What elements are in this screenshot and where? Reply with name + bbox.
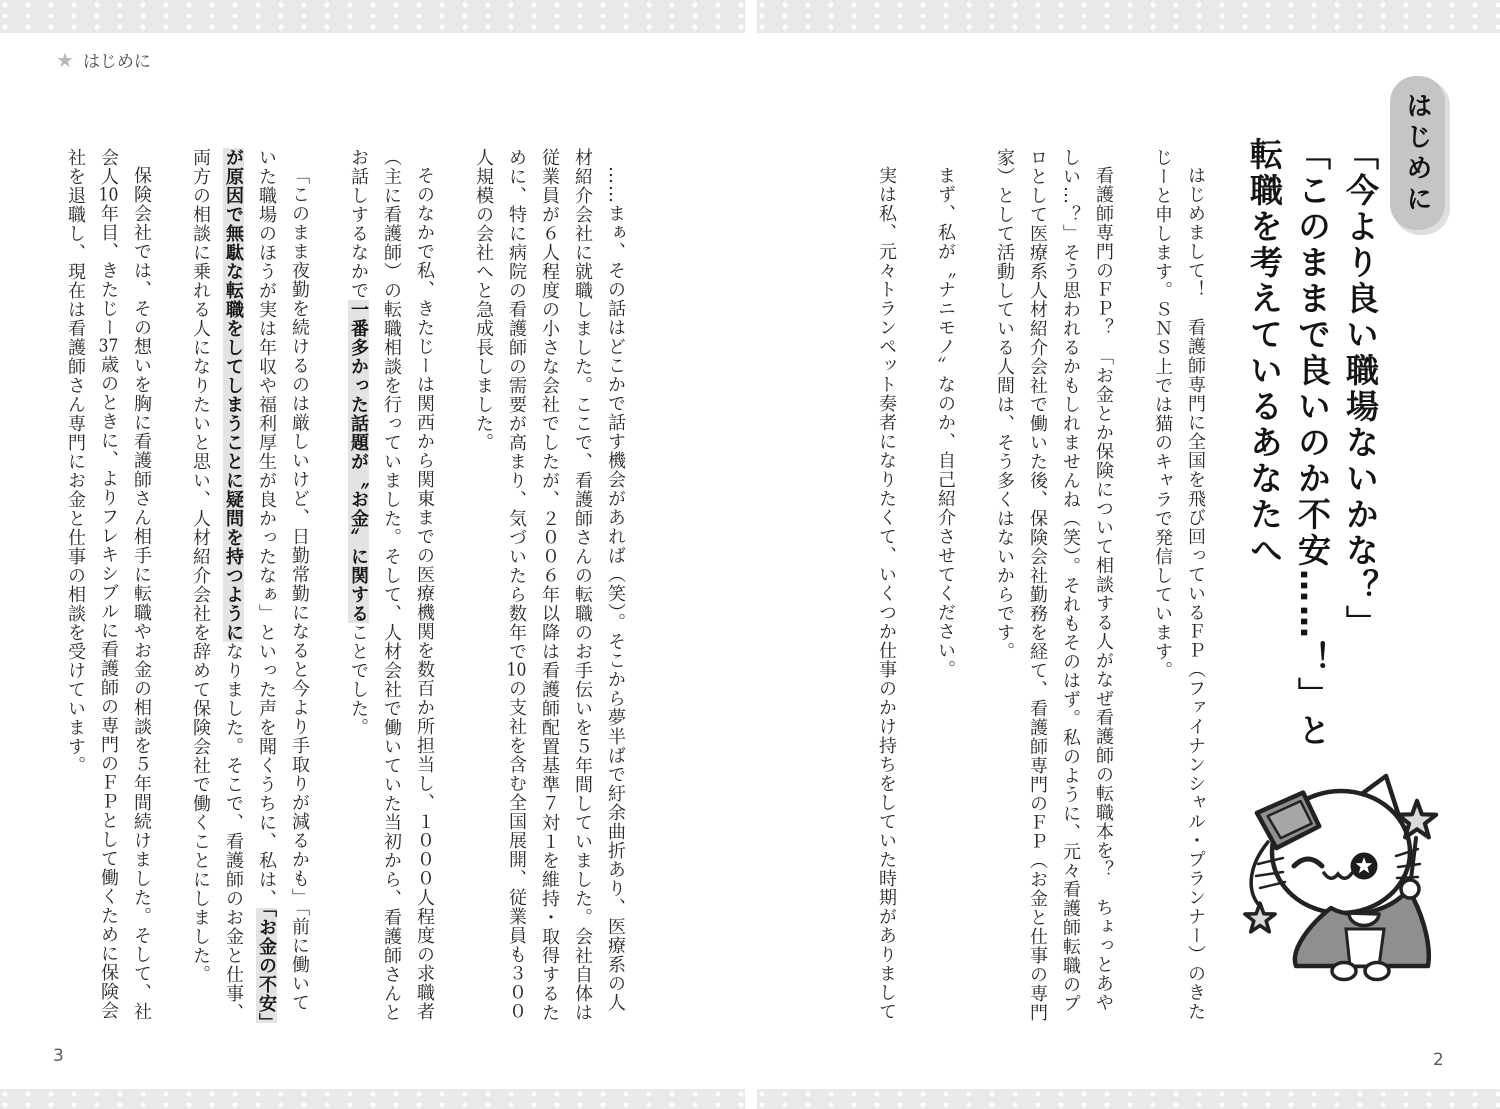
title-line: 「今より良い職場ないかな？」 xyxy=(1341,137,1380,641)
cat-belly xyxy=(1346,929,1384,966)
paragraph: はじめまして！ 看護師専門に全国を飛び回っているＦＰ（ファイナンシャル・プランナー）のきたじーと申します。ＳＮＳ上では猫のキャラで発信しています。 xyxy=(1152,148,1206,1021)
title-line: 「このままで良いのか不安……！」と xyxy=(1293,137,1332,749)
paragraph: 「このまま夜勤を続けるのは厳しいけど、日勤常勤になると今より手取りが減るかも」「前に働いていた職場のほうが実は年収や福利厚生が良かったなぁ」といった声を聞くうちに、私は、「お金の不安」が原因で無駄な転職をしてしまうことに疑問を持つようになりました。そこで、看護師のお金と仕事、両方の相談に乗れる人になりたいと思い、人材紹介会社を辞めて保険会社で働くことにしました。 xyxy=(190,148,310,1023)
cat-mascot-illustration xyxy=(1228,772,1443,992)
page-number-left: 3 xyxy=(53,1046,64,1066)
tassel-star-icon xyxy=(1245,903,1275,932)
running-header xyxy=(56,47,151,72)
dotted-border-top-left xyxy=(0,0,745,33)
paragraph: まず、私が〝ナニモノ〞なのか、自己紹介させてください。 xyxy=(935,166,956,679)
cat-foot xyxy=(1365,963,1389,980)
cat-foot xyxy=(1332,963,1356,980)
paragraph: ……まぁ、その話はどこかで話す機会があれば（笑）。そこから夢半ばで紆余曲折あり、医療系の人材紹介会社に就職しました。ここで、看護師さんの転職のお手伝いを５年間していました。会社自体は従業員が６人程度の小さな会社でしたが、２００６年以降は看護師配置基準７対１を維持・取得するために、特に病院の看護師の需要が高まり、気づいたら数年で10の支社を含む全国展開、従業員も３００人規模の会社へと急成長しました。 xyxy=(473,148,626,1022)
paragraph: そのなかで私、きたじーは関西から関東までの医療機関を数百か所担当し、１０００人程度の求職者（主に看護師）の転職相談を行っていました。そして、人材会社で働いていた当初から、看護師さんとお話しするなかで一番多かった話題が〝お金〞に関することでした。 xyxy=(348,148,435,1022)
running-header-label: はじめに xyxy=(82,52,151,72)
page-title xyxy=(1240,137,1384,749)
right-page-text xyxy=(844,148,1212,1030)
left-page-text xyxy=(33,148,632,1030)
paragraph: 保険会社では、その想いを胸に看護師さん相手に転職やお金の相談を５年間続けました。そして、社会人10年目、きたじー37歳のときに、よりフレキシブルに看護師の専門のＦＰとして働くために保険会社を退職し、現在は看護師さん専門にお金と仕事の相談を受けています。 xyxy=(65,148,152,1021)
title-line: 転職を考えているあなたへ xyxy=(1245,137,1284,569)
page-number-right: 2 xyxy=(1433,1050,1444,1070)
tassel-cord xyxy=(1251,842,1268,904)
paragraph: 実は私、元々トランペット奏者になりたくて、いくつか仕事のかけ持ちをしていた時期がありまして xyxy=(876,166,897,1021)
cat-paw xyxy=(1401,880,1419,898)
dotted-border-bottom-left xyxy=(0,1089,745,1109)
star-icon: ★ xyxy=(56,47,74,72)
section-badge: はじめに xyxy=(1390,76,1445,230)
cat-collar xyxy=(1349,913,1379,926)
dotted-border-bottom-right xyxy=(757,1089,1500,1109)
paragraph: 看護師専門のＦＰ？ 「お金とか保険について相談する人がなぜ看護師の転職本を？ ちょっとあやしい…？」そう思われるかもしれませんね（笑）。それもそのはず。私のように、元々看護師転職のプロとして医療系人材紹介会社で働いた後、保険会社勤務を経て、看護師専門のＦＰ（お金と仕事の専門家）として活動している人間は、そう多くはないからです。 xyxy=(994,148,1114,1022)
dotted-border-top-right xyxy=(757,0,1500,33)
